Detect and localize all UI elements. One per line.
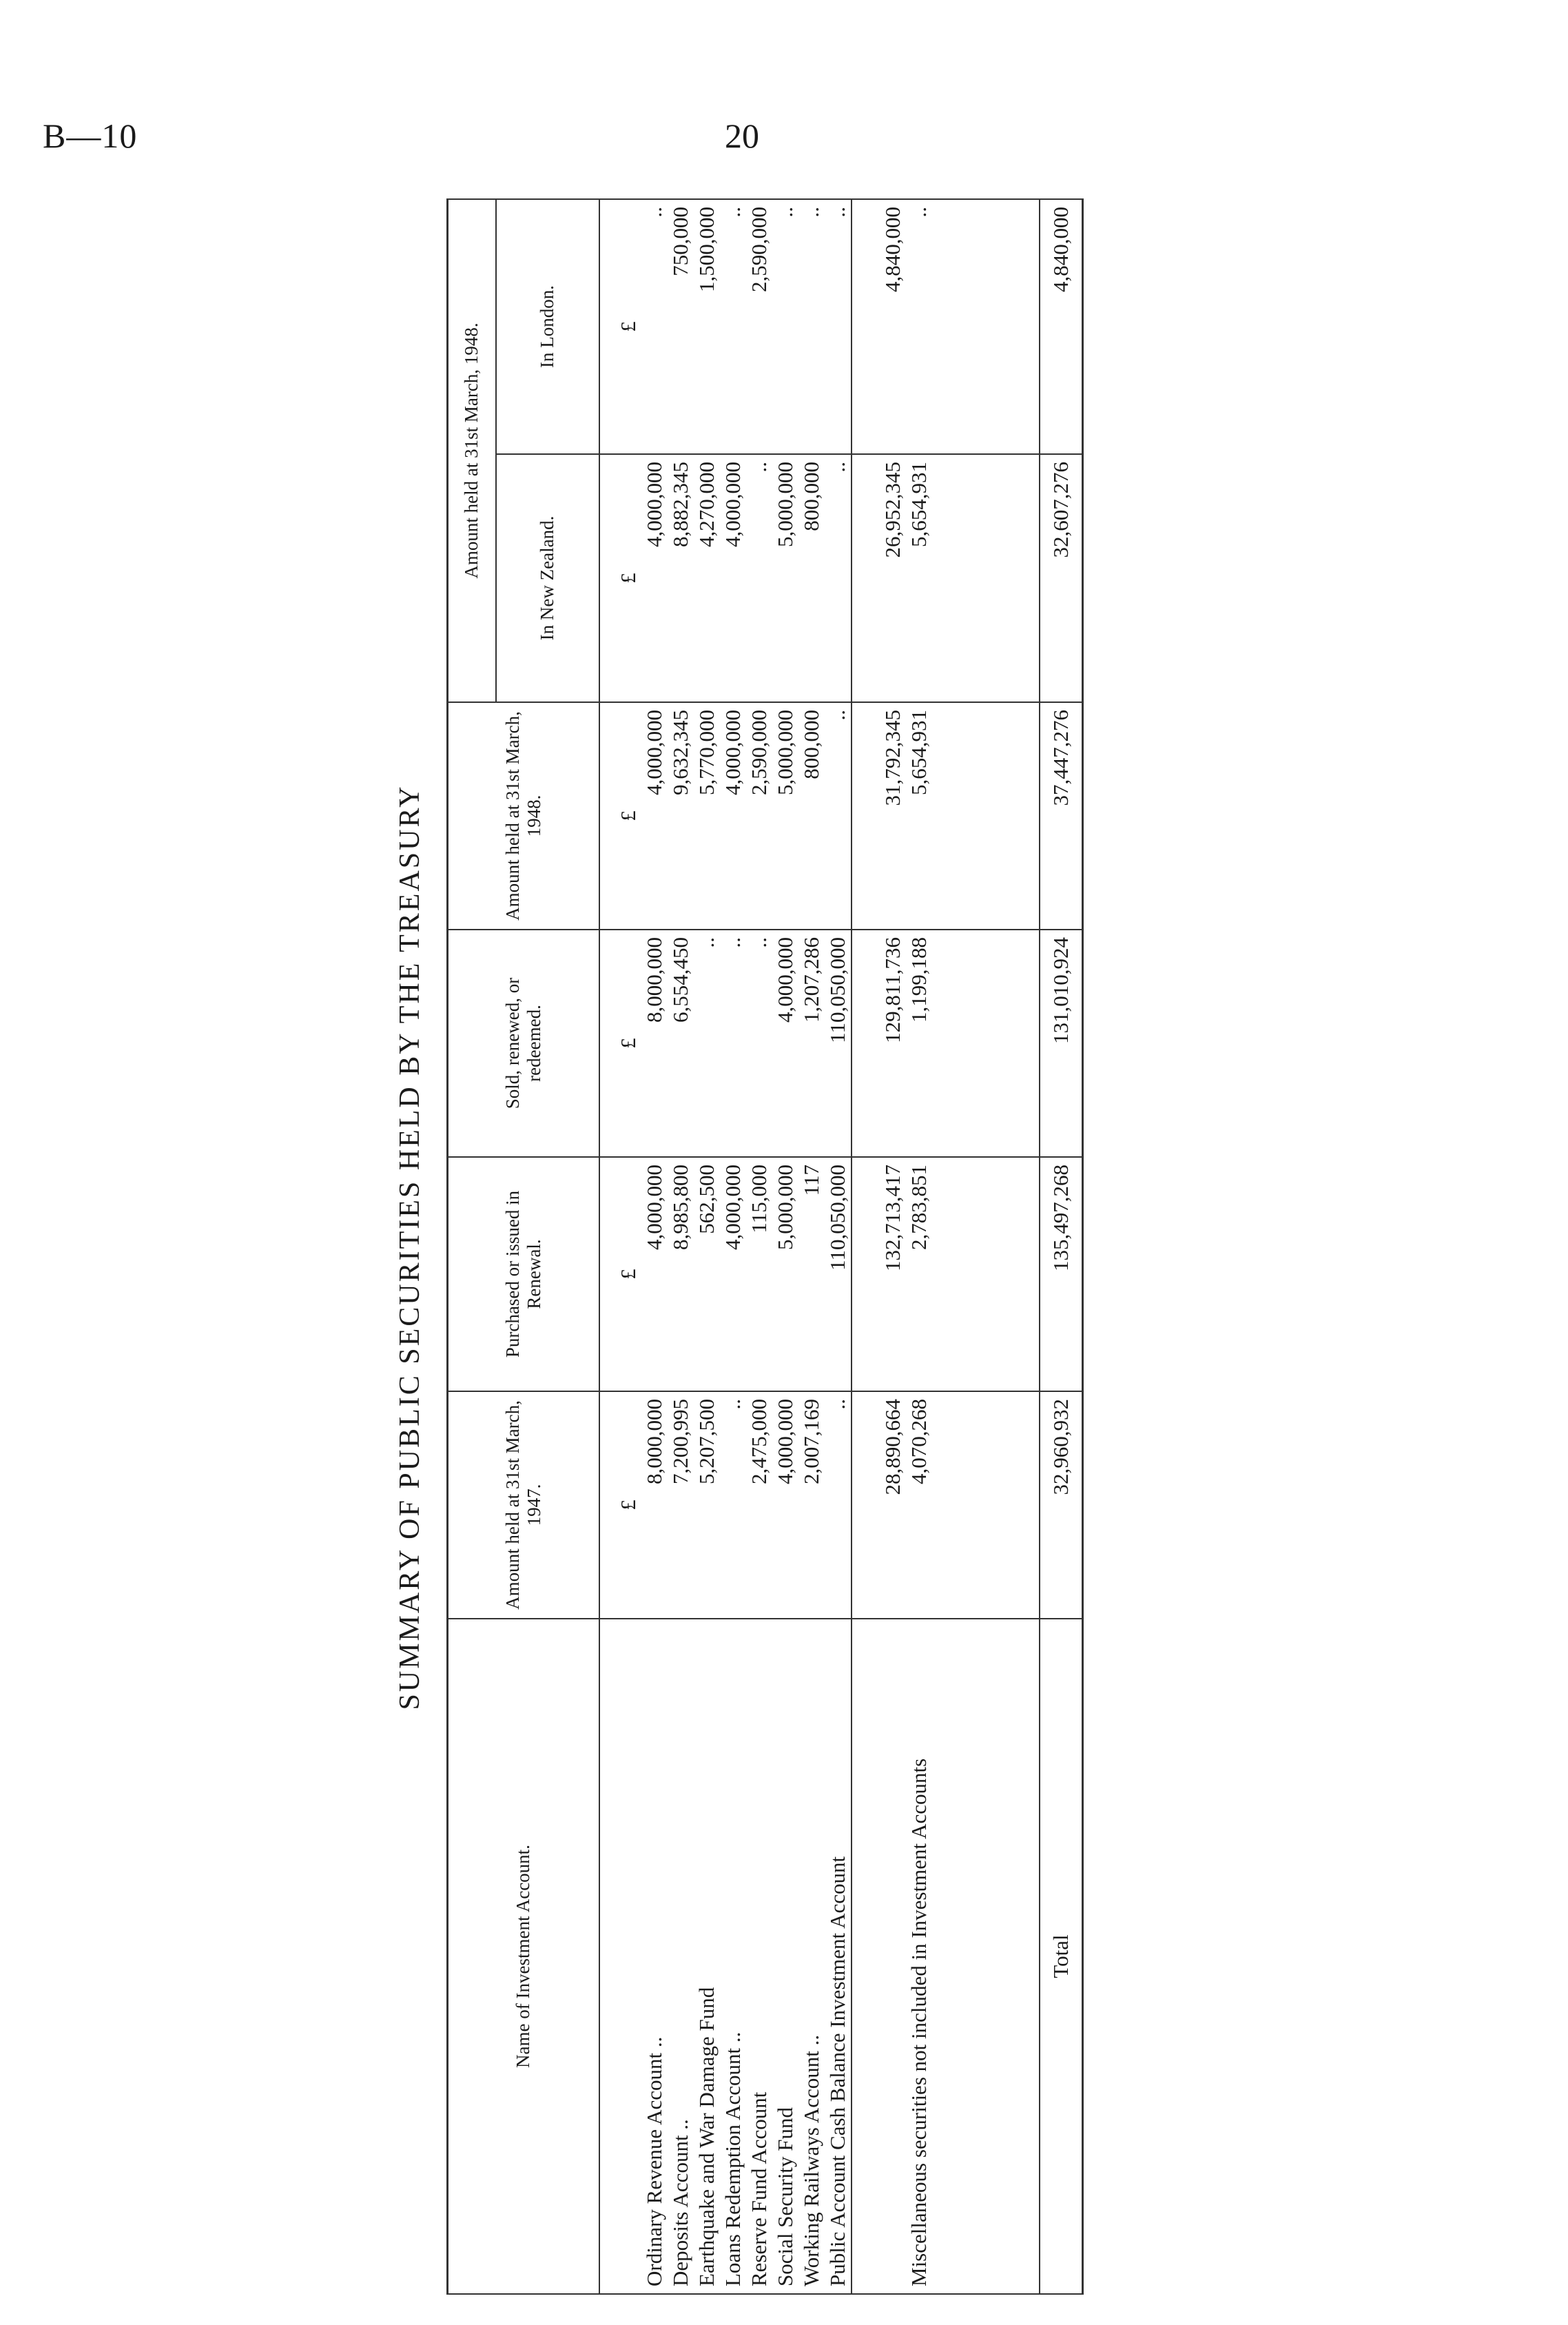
account-name: Reserve Fund Account bbox=[746, 1619, 772, 2294]
cell-in-london: .. bbox=[720, 199, 746, 454]
header-held-1948: Amount held at 31st March, 1948. bbox=[448, 702, 599, 930]
cell-sold: 1,207,286 bbox=[798, 930, 825, 1157]
account-name: Ordinary Revenue Account .. bbox=[641, 1619, 668, 2294]
cell-purchased: 4,000,000 bbox=[720, 1157, 746, 1391]
subtotal-label bbox=[852, 1619, 906, 2294]
cell-sold: 4,000,000 bbox=[772, 930, 798, 1157]
table-row bbox=[1040, 199, 1083, 2294]
table-row bbox=[668, 199, 694, 2294]
cell-in-london: 4,840,000 bbox=[852, 199, 906, 454]
cell-sold: 110,050,000 bbox=[825, 930, 852, 1157]
currency-symbol: £ bbox=[599, 454, 641, 702]
cell-purchased: 5,000,000 bbox=[772, 1157, 798, 1391]
cell-purchased: 115,000 bbox=[746, 1157, 772, 1391]
cell-held-1947: 8,000,000 bbox=[641, 1391, 668, 1619]
cell-held-1947: 5,207,500 bbox=[694, 1391, 720, 1619]
table-row bbox=[798, 199, 825, 2294]
cell-in-nz: 4,000,000 bbox=[641, 454, 668, 702]
cell-in-nz: .. bbox=[825, 454, 852, 702]
cell-in-nz: 4,000,000 bbox=[720, 454, 746, 702]
cell-held-1948: 4,000,000 bbox=[641, 702, 668, 930]
cell-purchased: 135,497,268 bbox=[1040, 1157, 1083, 1391]
table-row bbox=[746, 199, 772, 2294]
cell-sold: 6,554,450 bbox=[668, 930, 694, 1157]
cell-in-london: .. bbox=[798, 199, 825, 454]
currency-symbol: £ bbox=[599, 1157, 641, 1391]
cell-purchased: 132,713,417 bbox=[852, 1157, 906, 1391]
cell-held-1948: 31,792,345 bbox=[852, 702, 906, 930]
cell-held-1948: 5,770,000 bbox=[694, 702, 720, 930]
cell-held-1948: 37,447,276 bbox=[1040, 702, 1083, 930]
cell-held-1948: 9,632,345 bbox=[668, 702, 694, 930]
currency-symbol: £ bbox=[599, 930, 641, 1157]
cell-purchased: 8,985,800 bbox=[668, 1157, 694, 1391]
header-purchased: Purchased or issued in Renewal. bbox=[448, 1157, 599, 1391]
currency-symbol: £ bbox=[599, 1391, 641, 1619]
table-row bbox=[772, 199, 798, 2294]
cell-purchased: 562,500 bbox=[694, 1157, 720, 1391]
cell-held-1948: 5,000,000 bbox=[772, 702, 798, 930]
cell-in-nz: 5,000,000 bbox=[772, 454, 798, 702]
cell-sold: .. bbox=[694, 930, 720, 1157]
cell-in-london: .. bbox=[825, 199, 852, 454]
account-name: Miscellaneous securities not included in Investment Accounts bbox=[906, 1619, 932, 2294]
table-row bbox=[825, 199, 852, 2294]
currency-row bbox=[599, 199, 641, 2294]
cell-in-london: 750,000 bbox=[668, 199, 694, 454]
rotated-table-block bbox=[386, 193, 1089, 2302]
cell-in-london: 2,590,000 bbox=[746, 199, 772, 454]
cell-held-1947: 2,475,000 bbox=[746, 1391, 772, 1619]
table-row bbox=[906, 199, 932, 2294]
table-title: SUMMARY OF PUBLIC SECURITIES HELD BY THE TREASURY bbox=[394, 784, 426, 1710]
cell-sold: 1,199,188 bbox=[906, 930, 932, 1157]
header-in-london: In London. bbox=[496, 199, 599, 454]
cell-sold: 131,010,924 bbox=[1040, 930, 1083, 1157]
table-row bbox=[852, 199, 906, 2294]
table-row bbox=[694, 199, 720, 2294]
cell-in-nz: 26,952,345 bbox=[852, 454, 906, 702]
cell-purchased: 2,783,851 bbox=[906, 1157, 932, 1391]
cell-purchased: 4,000,000 bbox=[641, 1157, 668, 1391]
cell-sold: 129,811,736 bbox=[852, 930, 906, 1157]
spacer-row bbox=[932, 199, 1040, 2294]
cell-in-london: .. bbox=[906, 199, 932, 454]
currency-symbol: £ bbox=[599, 199, 641, 454]
page-number: 20 bbox=[725, 116, 759, 155]
cell-in-nz: .. bbox=[746, 454, 772, 702]
table-row bbox=[720, 199, 746, 2294]
account-name: Public Account Cash Balance Investment Account bbox=[825, 1619, 852, 2294]
header-name: Name of Investment Account. bbox=[448, 1619, 599, 2294]
cell-sold: .. bbox=[720, 930, 746, 1157]
cell-held-1947: .. bbox=[825, 1391, 852, 1619]
account-name: Total bbox=[1040, 1619, 1083, 2294]
cell-in-nz: 5,654,931 bbox=[906, 454, 932, 702]
cell-sold: .. bbox=[746, 930, 772, 1157]
currency-symbol: £ bbox=[599, 702, 641, 930]
cell-in-nz: 32,607,276 bbox=[1040, 454, 1083, 702]
cell-held-1947: 32,960,932 bbox=[1040, 1391, 1083, 1619]
cell-held-1948: 2,590,000 bbox=[746, 702, 772, 930]
header-held-1947: Amount held at 31st March, 1947. bbox=[448, 1391, 599, 1619]
header-sold: Sold, renewed, or redeemed. bbox=[448, 930, 599, 1157]
cell-held-1947: 4,000,000 bbox=[772, 1391, 798, 1619]
cell-sold: 8,000,000 bbox=[641, 930, 668, 1157]
cell-purchased: 117 bbox=[798, 1157, 825, 1391]
cell-held-1947: 2,007,169 bbox=[798, 1391, 825, 1619]
cell-held-1948: .. bbox=[825, 702, 852, 930]
header-in-nz: In New Zealand. bbox=[496, 454, 599, 702]
cell-in-nz: 4,270,000 bbox=[694, 454, 720, 702]
account-name: Loans Redemption Account .. bbox=[720, 1619, 746, 2294]
cell-held-1947: 28,890,664 bbox=[852, 1391, 906, 1619]
securities-table bbox=[446, 198, 1084, 2295]
table-row bbox=[641, 199, 668, 2294]
cell-held-1947: 7,200,995 bbox=[668, 1391, 694, 1619]
cell-in-london: .. bbox=[641, 199, 668, 454]
cell-held-1948: 5,654,931 bbox=[906, 702, 932, 930]
cell-held-1948: 4,000,000 bbox=[720, 702, 746, 930]
cell-in-london: 1,500,000 bbox=[694, 199, 720, 454]
account-name: Working Railways Account .. bbox=[798, 1619, 825, 2294]
cell-held-1947: 4,070,268 bbox=[906, 1391, 932, 1619]
table-body bbox=[599, 199, 1083, 2294]
cell-held-1948: 800,000 bbox=[798, 702, 825, 930]
cell-in-london: .. bbox=[772, 199, 798, 454]
page-reference: B—10 bbox=[43, 116, 138, 155]
cell-in-london: 4,840,000 bbox=[1040, 199, 1083, 454]
cell-held-1947: .. bbox=[720, 1391, 746, 1619]
cell-in-nz: 800,000 bbox=[798, 454, 825, 702]
cell-in-nz: 8,882,345 bbox=[668, 454, 694, 702]
header-held-1948-group: Amount held at 31st March, 1948. bbox=[448, 199, 496, 702]
account-name: Social Security Fund bbox=[772, 1619, 798, 2294]
account-name: Earthquake and War Damage Fund bbox=[694, 1619, 720, 2294]
cell-purchased: 110,050,000 bbox=[825, 1157, 852, 1391]
account-name: Deposits Account .. bbox=[668, 1619, 694, 2294]
